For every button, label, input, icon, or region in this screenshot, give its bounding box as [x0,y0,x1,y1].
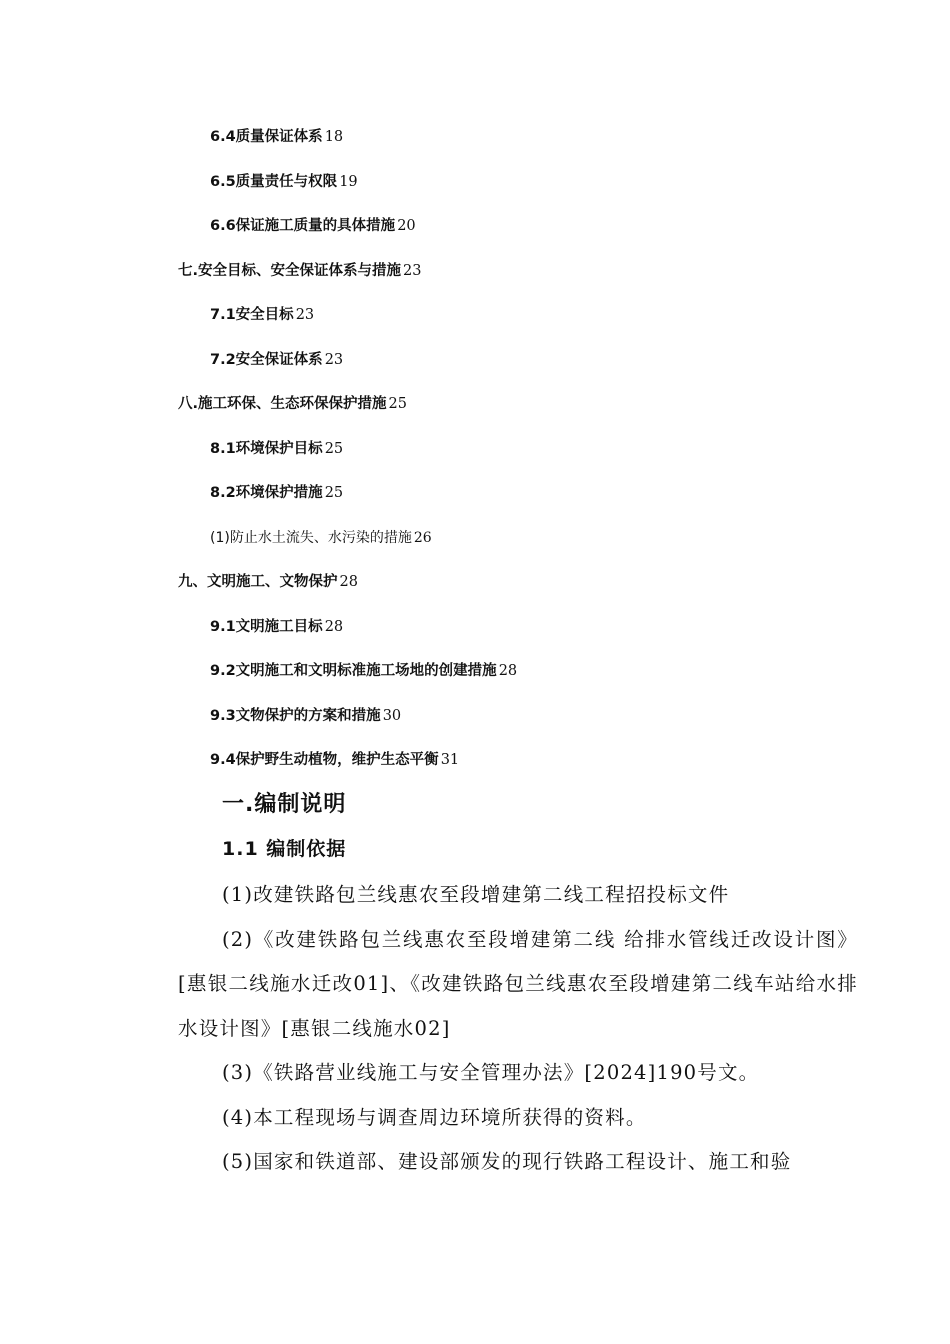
section-heading: 一.编制说明 [222,792,347,817]
toc-entry-page: 28 [498,663,518,679]
toc-entry-page: 25 [324,485,344,501]
toc-entry-label: (1)防止水土流失、水污染的措施 [210,530,412,546]
toc-entry-page: 23 [403,263,422,279]
toc-entry[interactable] [178,261,421,281]
toc-entry-page: 18 [324,129,344,145]
toc-entry[interactable] [210,617,343,637]
subsection-heading: 1.1 编制依据 [222,838,347,860]
toc-entry-label: 八.施工环保、生态环保保护措施 [178,396,387,412]
toc-entry[interactable] [210,706,401,726]
toc-entry-label: 9.4保护野生动植物，维护生态平衡 [210,752,439,768]
basis-item-5: (5)国家和铁道部、建设部颁发的现行铁路工程设计、施工和验 [222,1150,792,1173]
toc-entry-label: 6.5质量责任与权限 [210,174,338,190]
toc-entry-label: 8.1环境保护目标 [210,441,323,457]
toc-entry-label: 九、文明施工、文物保护 [178,574,338,590]
toc-entry-page: 19 [339,174,358,190]
toc-entry-label: 7.2安全保证体系 [210,352,323,368]
toc-entry-label: 7.1安全目标 [210,307,294,323]
toc-entry-page: 20 [397,218,416,234]
toc-entry-label: 9.1文明施工目标 [210,619,323,635]
toc-entry[interactable] [210,483,343,503]
toc-entry[interactable] [210,350,343,370]
toc-entry-page: 28 [324,619,344,635]
toc-entry[interactable] [210,305,314,325]
basis-item-1: (1)改建铁路包兰线惠农至段增建第二线工程招投标文件 [222,883,730,906]
toc-entry[interactable] [210,750,459,770]
toc-entry-label: 6.6保证施工质量的具体措施 [210,218,396,234]
toc-entry-label: 七.安全目标、安全保证体系与措施 [178,263,402,279]
basis-item-3: (3)《铁路营业线施工与安全管理办法》[2024]190号文。 [222,1061,760,1084]
toc-entry-label: 6.4质量保证体系 [210,129,323,145]
toc-entry[interactable] [210,661,517,681]
toc-entry-label: 9.3文物保护的方案和措施 [210,708,381,724]
section-body [178,873,858,1185]
toc-entry-page: 25 [388,396,407,412]
toc-entry-page: 23 [295,307,315,323]
toc-entry[interactable] [210,216,416,236]
toc-entry[interactable] [210,172,358,192]
toc-entry[interactable] [178,572,358,592]
toc-entry-page: 23 [324,352,344,368]
basis-item-4: (4)本工程现场与调查周边环境所获得的资料。 [222,1105,647,1129]
toc-entry-page: 26 [413,530,432,546]
toc-entry-page: 30 [382,708,402,724]
toc-entry[interactable] [210,528,432,548]
toc-entry-page: 28 [339,574,358,590]
toc-entry-label: 9.2文明施工和文明标准施工场地的创建措施 [210,663,497,679]
toc-entry-page: 31 [440,752,460,768]
toc-entry[interactable] [210,439,343,459]
toc-entry-page: 25 [324,441,344,457]
toc-entry[interactable] [210,127,343,147]
toc-entry[interactable] [178,394,407,414]
toc-entry-label: 8.2环境保护措施 [210,485,323,501]
basis-item-2: (2)《改建铁路包兰线惠农至段增建第二线 给排水管线迁改设计图》[惠银二线施水迁改01]、《改建铁路包兰线惠农至段增建第二线车站给水排水设计图》[惠银二线施水02] [178,927,858,1040]
